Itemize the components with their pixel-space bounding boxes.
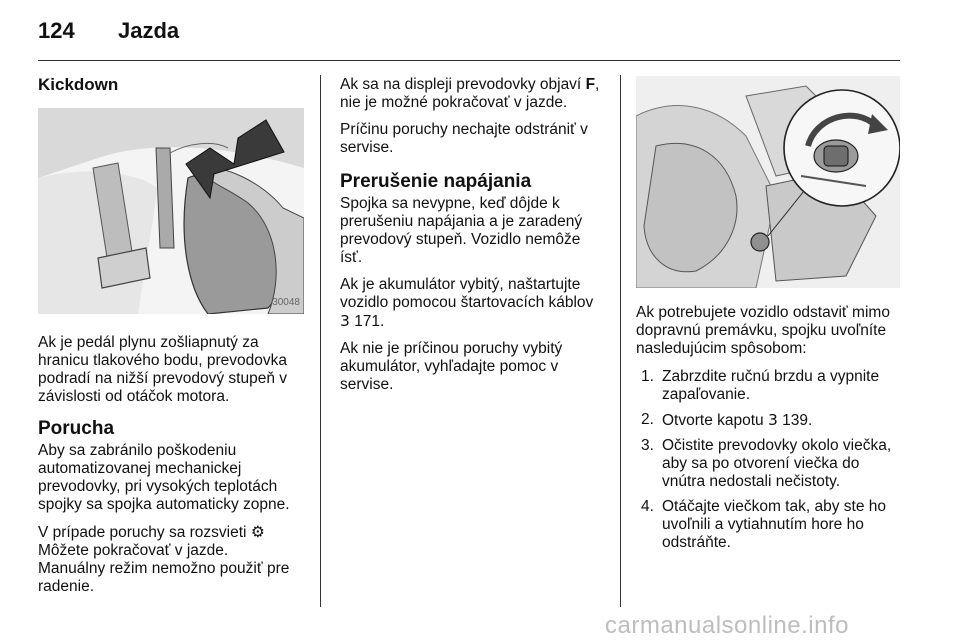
- step-text: Očistite prevodovky okolo viečka, aby sa po otvorení viečka do vnútra nedostali nečistoty.: [662, 437, 892, 490]
- service-text: Príčinu poruchy nechajte odstrániť v servise.: [340, 121, 588, 156]
- page-number: 124: [38, 18, 75, 43]
- gear-warning-icon: ⚙: [250, 523, 265, 541]
- step-number: 4.: [641, 498, 654, 515]
- manual-mode-text: Manuálny režim nemožno použiť pre radenie.: [38, 560, 290, 595]
- step-number: 3.: [641, 437, 654, 454]
- display-text-b: , nie je možné pokračovať v jazde.: [340, 76, 600, 111]
- step-number: 2.: [641, 411, 654, 428]
- fault-text: Aby sa zabránilo poškodeniu automatizovanej mechanickej prevodovky, pri vysokých teplotách spojky sa spojka automaticky zopne.: [38, 442, 290, 513]
- kickdown-text: Ak je pedál plynu zošliapnutý za hranicu tlakového bodu, prevodovka podradí na nižší prevodový stupeň v závislosti od otáčok motora.: [38, 334, 288, 405]
- header-rule: [38, 60, 900, 61]
- figure-number: 30048: [272, 297, 300, 308]
- page-reference-icon: 3: [340, 312, 350, 330]
- tow-steps-list: [636, 368, 906, 552]
- power-heading: Prerušenie napájania: [340, 171, 532, 192]
- clutch-cap-illustration: [636, 76, 900, 288]
- column-divider: [620, 75, 621, 607]
- page-reference-icon: 3: [767, 411, 778, 429]
- column-left: [38, 76, 304, 596]
- fault-heading: Porucha: [38, 418, 115, 439]
- engine-bay-drawing: [636, 76, 900, 288]
- tow-intro: Ak potrebujete vozidlo odstaviť mimo dopravnú premávku, spojku uvoľníte nasledujúcim spôsobom:: [636, 304, 890, 357]
- step-text: Otvorte kapotu: [662, 412, 764, 429]
- fault-text-before-symbol: V prípade poruchy sa rozsvieti: [38, 524, 247, 541]
- step-number: 1.: [641, 368, 654, 385]
- display-letter: F: [585, 76, 596, 93]
- step-text: Zabrzdite ručnú brzdu a vypnite zapaľovanie.: [662, 368, 880, 403]
- list-item: [636, 411, 906, 430]
- step-reference-page: 139.: [782, 412, 813, 429]
- list-item: [636, 498, 906, 552]
- list-item: [636, 368, 906, 404]
- kickdown-heading: Kickdown: [38, 75, 119, 94]
- watermark: carmanualsonline.info: [605, 612, 849, 639]
- column-divider: [320, 75, 321, 607]
- pedal-drawing: [38, 108, 304, 314]
- display-text-a: Ak sa na displeji prevodovky objaví: [340, 76, 582, 93]
- list-item: [636, 437, 906, 491]
- kickdown-illustration: [38, 108, 304, 314]
- battery-reference-page: 171.: [354, 313, 385, 330]
- fault-paragraph: [38, 523, 304, 596]
- battery-paragraph: [340, 276, 606, 331]
- column-right: [636, 76, 906, 559]
- battery-text-2: Ak nie je príčinou poruchy vybitý akumulátor, vyhľadajte pomoc v servise.: [340, 340, 563, 393]
- chapter-title: Jazda: [118, 18, 180, 43]
- display-paragraph: [340, 76, 606, 112]
- fault-text-after-symbol: Môžete pokračovať v jazde.: [38, 542, 229, 559]
- power-text: Spojka sa nevypne, keď dôjde k prerušeniu napájania a je zaradený prevodový stupeň. Vozidlo nemôže ísť.: [340, 195, 583, 266]
- battery-text: Ak je akumulátor vybitý, naštartujte vozidlo pomocou štartovacích káblov: [340, 276, 594, 311]
- column-middle: [340, 76, 606, 403]
- step-text: Otáčajte viečkom tak, aby ste ho uvoľnili a vytiahnutím hore ho odstráňte.: [662, 498, 886, 551]
